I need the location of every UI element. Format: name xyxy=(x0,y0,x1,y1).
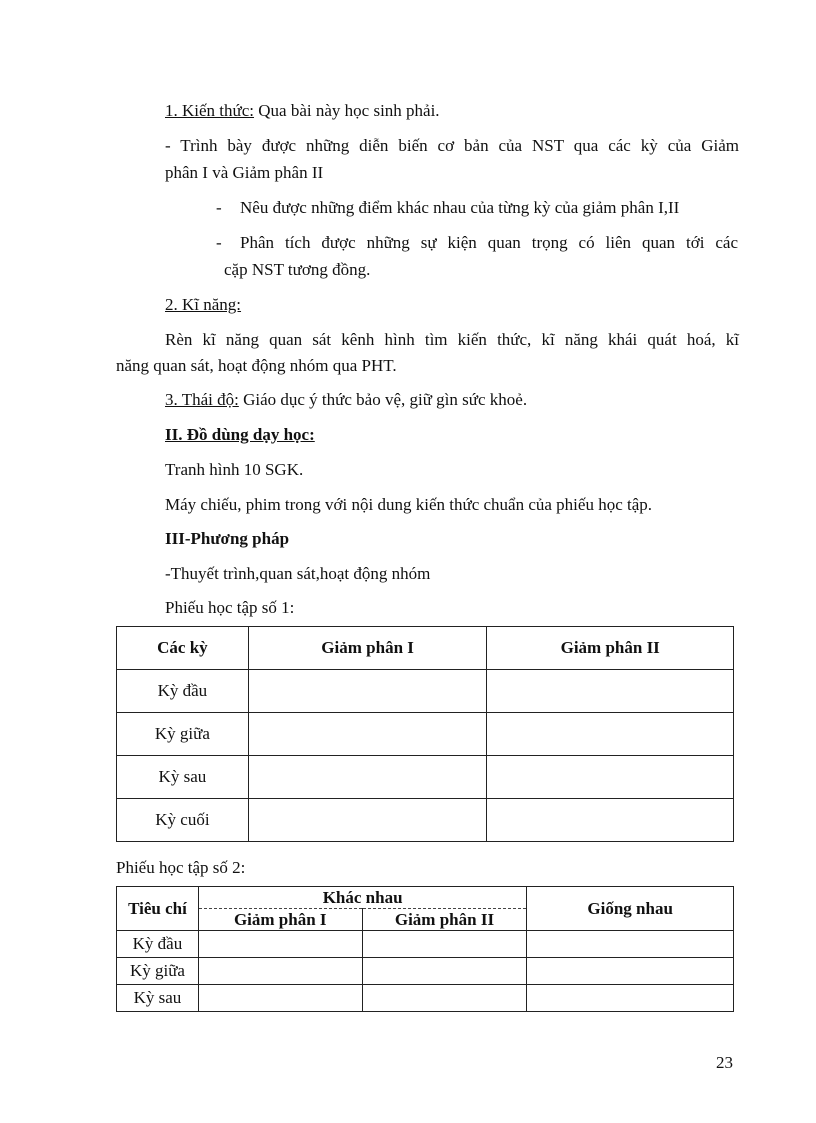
bullet2-line1: Phân tích được những sự kiện quan trọng có liên quan tới các xyxy=(240,233,738,252)
bullet2-dash: - xyxy=(216,233,222,252)
subheader-cell-meiosis2: Giảm phân II xyxy=(362,909,527,931)
empty-cell[interactable] xyxy=(362,931,527,958)
empty-cell[interactable] xyxy=(487,756,734,799)
skills-heading: 2. Kĩ năng: xyxy=(165,295,242,314)
table-row xyxy=(117,713,734,756)
method-line1: -Thuyết trình,quan sát,hoạt động nhóm xyxy=(165,564,431,583)
row-label: Kỳ giữa xyxy=(117,713,249,756)
table-row xyxy=(117,756,734,799)
bullet2-line2: cặp NST tương đồng. xyxy=(224,260,371,279)
empty-cell[interactable] xyxy=(248,670,487,713)
table-row xyxy=(117,670,734,713)
skills-line1: Rèn kĩ năng quan sát kênh hình tìm kiến thức, kĩ năng khái quát hoá, kĩ xyxy=(165,330,739,349)
empty-cell[interactable] xyxy=(527,931,734,958)
point1-line2: phân I và Giảm phân II xyxy=(165,163,324,182)
empty-cell[interactable] xyxy=(527,958,734,985)
empty-cell[interactable] xyxy=(362,985,527,1012)
header-cell-criteria: Tiêu chí xyxy=(117,887,199,931)
empty-cell[interactable] xyxy=(198,931,362,958)
empty-cell[interactable] xyxy=(362,958,527,985)
empty-cell[interactable] xyxy=(248,713,487,756)
header-cell-phases: Các kỳ xyxy=(117,627,249,670)
row-label: Kỳ cuối xyxy=(117,799,249,842)
knowledge-heading: 1. Kiến thức: xyxy=(165,101,255,120)
empty-cell[interactable] xyxy=(487,713,734,756)
worksheet2-table xyxy=(116,886,734,1012)
materials-heading: II. Đồ dùng dạy học: xyxy=(165,425,315,444)
table-row xyxy=(117,958,734,985)
worksheet1-table xyxy=(116,626,734,842)
knowledge-line xyxy=(165,100,440,122)
row-label: Kỳ đầu xyxy=(117,931,199,958)
knowledge-intro: Qua bài này học sinh phải. xyxy=(254,101,440,120)
empty-cell[interactable] xyxy=(248,799,487,842)
header-cell-meiosis2: Giảm phân II xyxy=(487,627,734,670)
subheader-cell-meiosis1: Giảm phân I xyxy=(198,909,362,931)
worksheet1-caption: Phiếu học tập số 1: xyxy=(165,598,295,617)
row-label: Kỳ sau xyxy=(117,756,249,799)
page-number: 23 xyxy=(716,1053,733,1072)
attitude-line xyxy=(165,389,527,411)
materials-line1: Tranh hình 10 SGK. xyxy=(165,460,304,479)
row-label: Kỳ đầu xyxy=(117,670,249,713)
empty-cell[interactable] xyxy=(198,985,362,1012)
empty-cell[interactable] xyxy=(198,958,362,985)
table-row xyxy=(117,931,734,958)
table-row xyxy=(117,985,734,1012)
materials-line2: Máy chiếu, phim trong với nội dung kiến thức chuẩn của phiếu học tập. xyxy=(165,495,653,514)
empty-cell[interactable] xyxy=(487,799,734,842)
attitude-text: Giáo dục ý thức bảo vệ, giữ gìn sức khoẻ. xyxy=(238,390,528,409)
table-row xyxy=(117,799,734,842)
header-cell-different: Khác nhau xyxy=(198,887,526,909)
bullet1-dash: - xyxy=(216,198,222,217)
table-header-row xyxy=(117,887,734,909)
table-header-row xyxy=(117,627,734,670)
header-cell-same: Giống nhau xyxy=(527,887,734,931)
row-label: Kỳ sau xyxy=(117,985,199,1012)
point1-line1: - Trình bày được những diễn biến cơ bản của NST qua các kỳ của Giảm xyxy=(165,136,739,155)
empty-cell[interactable] xyxy=(487,670,734,713)
empty-cell[interactable] xyxy=(527,985,734,1012)
bullet1-text: Nêu được những điểm khác nhau của từng kỳ của giảm phân I,II xyxy=(240,198,680,217)
header-cell-meiosis1: Giảm phân I xyxy=(248,627,487,670)
worksheet2-caption: Phiếu học tập số 2: xyxy=(116,858,246,877)
skills-line2: năng quan sát, hoạt động nhóm qua PHT. xyxy=(116,356,397,375)
row-label: Kỳ giữa xyxy=(117,958,199,985)
empty-cell[interactable] xyxy=(248,756,487,799)
attitude-heading: 3. Thái độ: xyxy=(165,390,239,409)
method-heading: III-Phương pháp xyxy=(165,529,290,548)
